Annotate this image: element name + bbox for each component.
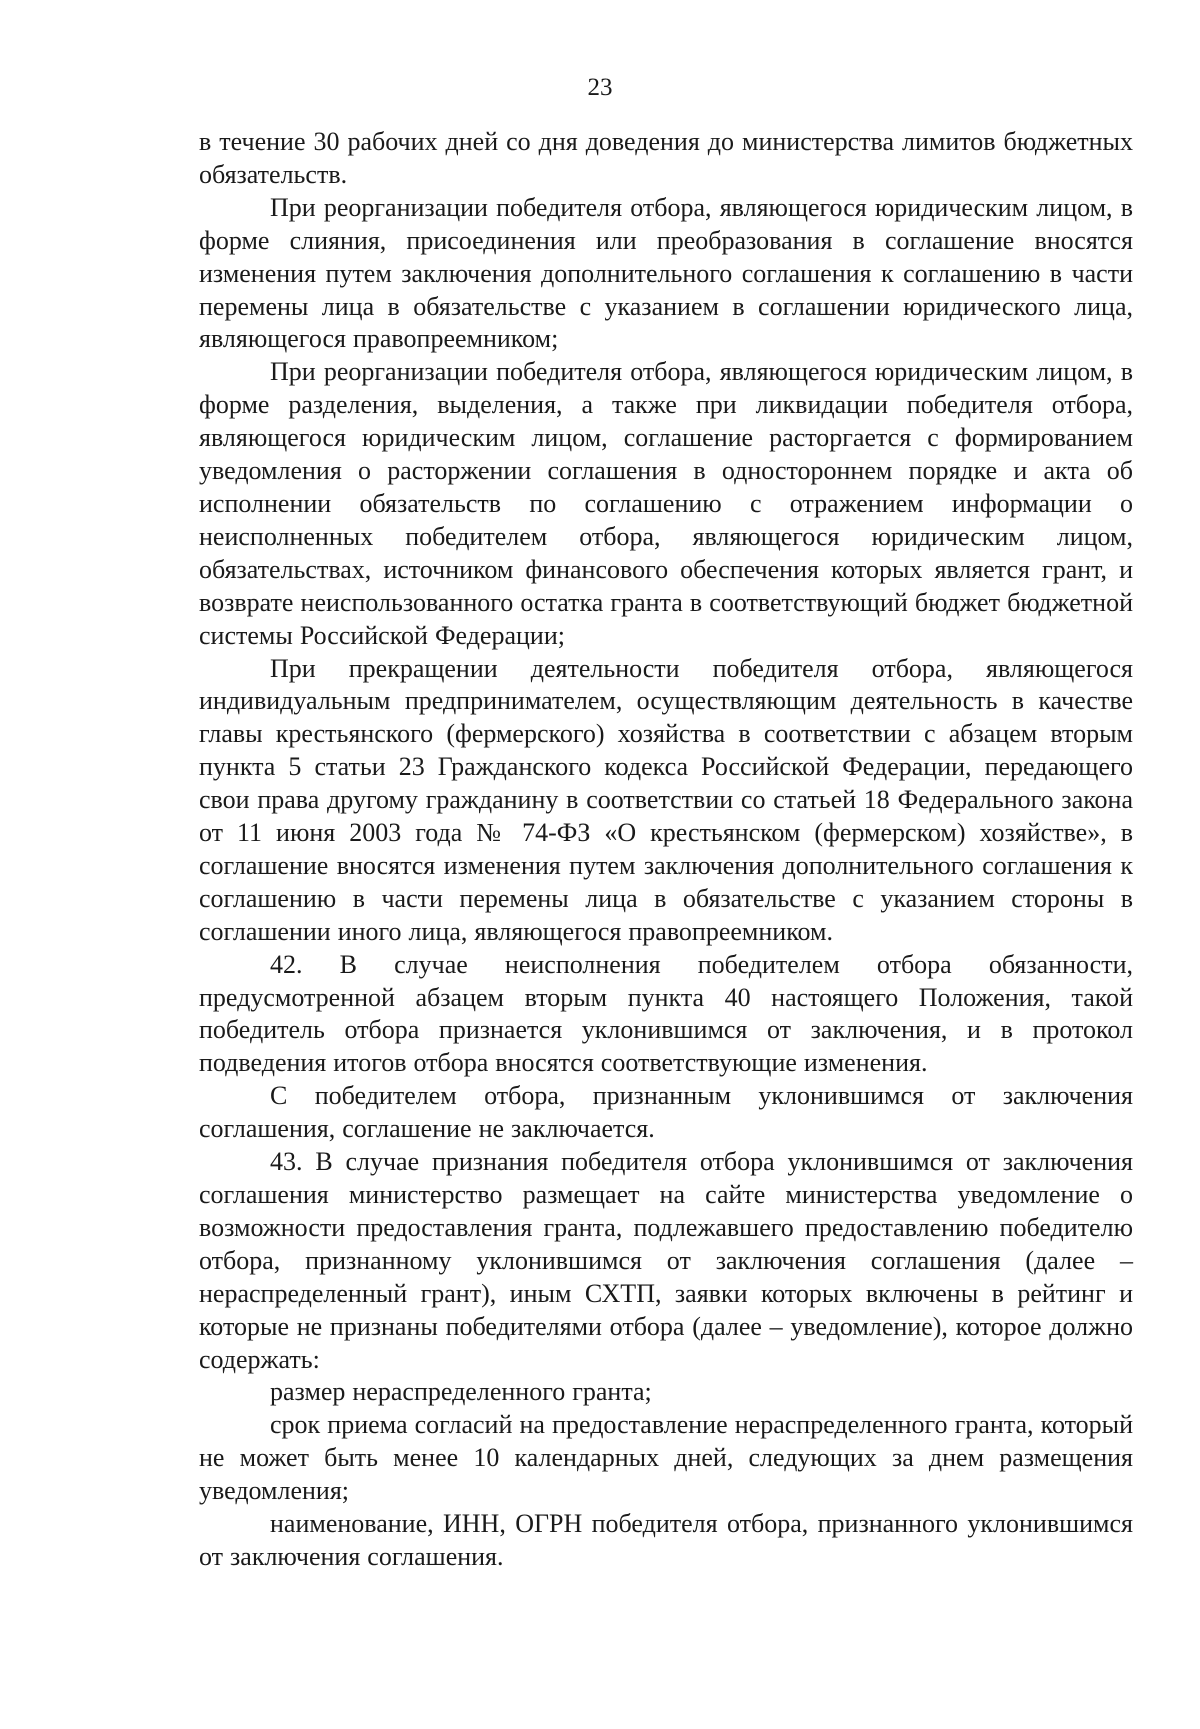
paragraph-no-agreement: С победителем отбора, признанным уклонившимся от заключения соглашения, соглашение не заключается.	[199, 1081, 1133, 1144]
paragraph-reorganization-merger: При реорганизации победителя отбора, являющегося юридическим лицом, в форме слияния, присоединения или преобразования в соглашение вносятся изменения путем заключения дополнительного соглашения к соглашению в части перемены лица в обязательстве с указанием в соглашении юридического лица, являющегося правопреемником;	[199, 192, 1133, 354]
paragraph-termination-activity: При прекращении деятельности победителя отбора, являющегося индивидуальным предпринимателем, осуществляющим деятельность в качестве главы крестьянского (фермерского) хозяйства в соответствии с абзацем вторым пункта 5 статьи 23 Гражданского кодекса Российской Федерации, передающего свои права другому гражданину в соответствии со статьей 18 Федерального закона от 11 июня 2003 года № 74-ФЗ «О крестьянском (фермерском) хозяйстве», в соглашение вносятся изменения путем заключения дополнительного соглашения к соглашению в части перемены лица в обязательстве с указанием стороны в соглашении иного лица, являющегося правопреемником.	[199, 653, 1133, 946]
paragraph-item-42: 42. В случае неисполнения победителем отбора обязанности, предусмотренной абзацем вторым пункта 40 настоящего Положения, такой победитель отбора признается уклонившимся от заключения, и в протокол подведения итогов отбора вносятся соответствующие изменения.	[199, 949, 1133, 1078]
paragraph-continuation: в течение 30 рабочих дней со дня доведения до министерства лимитов бюджетных обязательств.	[199, 127, 1133, 189]
scan-artifact	[220, 1718, 400, 1724]
paragraph-item-43: 43. В случае признания победителя отбора уклонившимся от заключения соглашения министерство размещает на сайте министерства уведомление о возможности предоставления гранта, подлежавшего предоставлению победителю отбора, признанному уклонившимся от заключения соглашения (далее – нераспределенный грант), иным СХТП, заявки которых включены в рейтинг и которые не признаны победителями отбора (далее – уведомление), которое должно содержать:	[199, 1147, 1133, 1374]
paragraph-reorganization-division: При реорганизации победителя отбора, являющегося юридическим лицом, в форме разделения, выделения, а также при ликвидации победителя отбора, являющегося юридическим лицом, соглашение расторгается с формированием уведомления о расторжении соглашения в одностороннем порядке и акта об исполнении обязательств по соглашению с отражением информации о неисполненных победителем отбора, являющегося юридическим лицом, обязательствах, источником финансового обеспечения которых является грант, и возврате неиспользованного остатка гранта в соответствующий бюджет бюджетной системы Российской Федерации;	[199, 357, 1133, 650]
document-body	[199, 126, 1133, 1574]
paragraph-grant-size: размер нераспределенного гранта;	[270, 1377, 652, 1407]
page-number: 23	[587, 74, 613, 101]
paragraph-winner-identifiers: наименование, ИНН, ОГРН победителя отбора, признанного уклонившимся от заключения соглашения.	[199, 1509, 1133, 1571]
paragraph-consent-period: срок приема согласий на предоставление нераспределенного гранта, который не может быть менее 10 календарных дней, следующих за днем размещения уведомления;	[199, 1410, 1133, 1506]
